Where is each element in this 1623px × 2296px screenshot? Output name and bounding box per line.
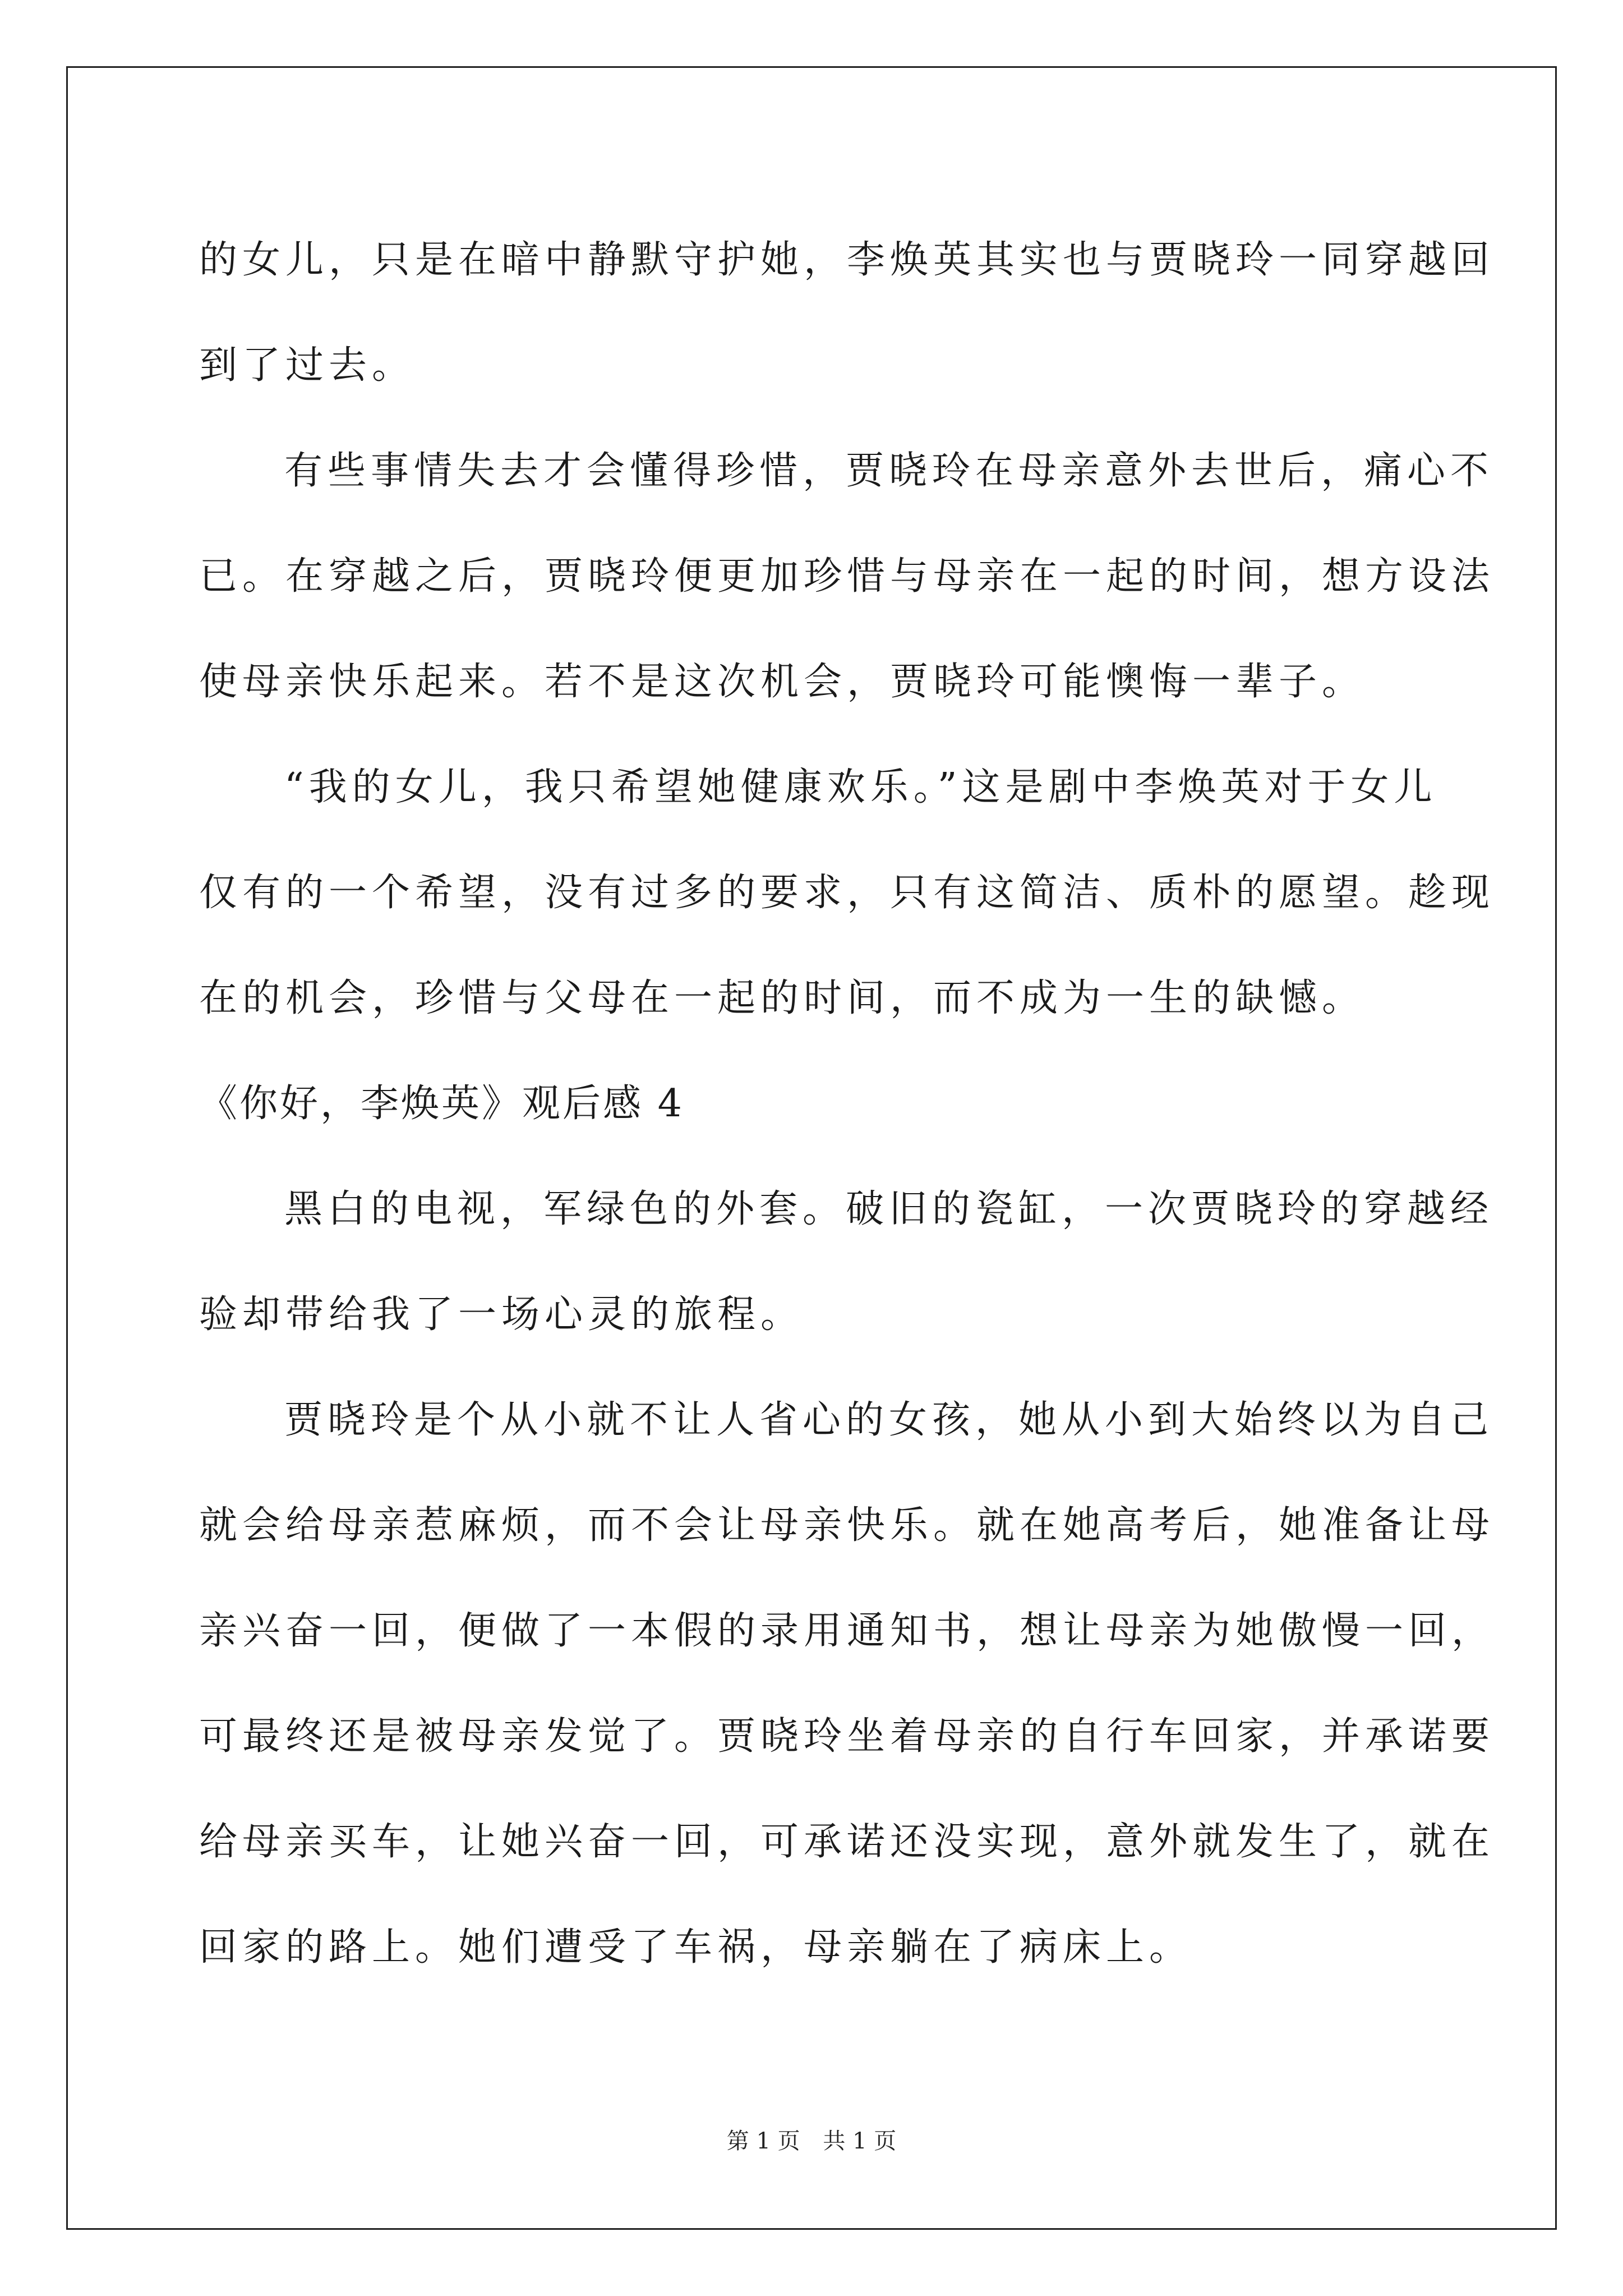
text-line: 回家的路上。她们遭受了车祸，母亲躺在了病床上。	[199, 1925, 1193, 1970]
page-total: 共 1 页	[823, 2128, 897, 2154]
document-body	[199, 208, 1495, 2000]
paragraph-start: “我的女儿，我只希望她健康欢乐。”这是剧中李焕英对于女儿	[284, 765, 1437, 809]
text-line: 验却带给我了一场心灵的旅程。	[199, 1292, 804, 1337]
text-line: 在的机会，珍惜与父母在一起的时间，而不成为一生的缺憾。	[199, 976, 1366, 1020]
text-line: 就会给母亲惹麻烦，而不会让母亲快乐。就在她高考后，她准备让母	[199, 1503, 1495, 1548]
page-number: 第 1 页	[726, 2128, 800, 2154]
text-line: 亲兴奋一回，便做了一本假的录用通知书，想让母亲为她傲慢一回，	[199, 1609, 1495, 1653]
paragraph-start: 有些事情失去才会懂得珍惜，贾晓玲在母亲意外去世后，痛心不	[284, 449, 1494, 493]
text-line: 使母亲快乐起来。若不是这次机会，贾晓玲可能懊悔一辈子。	[199, 660, 1366, 704]
section-heading: 《你好，李焕英》观后感 4	[199, 1082, 684, 1126]
text-line: 给母亲买车，让她兴奋一回，可承诺还没实现，意外就发生了，就在	[199, 1820, 1495, 1864]
paragraph-start: 贾晓玲是个从小就不让人省心的女孩，她从小到大始终以为自己	[284, 1398, 1494, 1442]
text-line: 可最终还是被母亲发觉了。贾晓玲坐着母亲的自行车回家，并承诺要	[199, 1714, 1495, 1759]
paragraph-start: 黑白的电视，军绿色的外套。破旧的瓷缸，一次贾晓玲的穿越经	[284, 1187, 1494, 1231]
text-line: 已。在穿越之后，贾晓玲便更加珍惜与母亲在一起的时间，想方设法	[199, 554, 1495, 599]
text-line: 的女儿，只是在暗中静默守护她，李焕英其实也与贾晓玲一同穿越回	[199, 238, 1495, 282]
text-line: 仅有的一个希望，没有过多的要求，只有这简洁、质朴的愿望。趁现	[199, 871, 1495, 915]
text-line: 到了过去。	[199, 343, 416, 388]
page-footer	[0, 2123, 1623, 2155]
